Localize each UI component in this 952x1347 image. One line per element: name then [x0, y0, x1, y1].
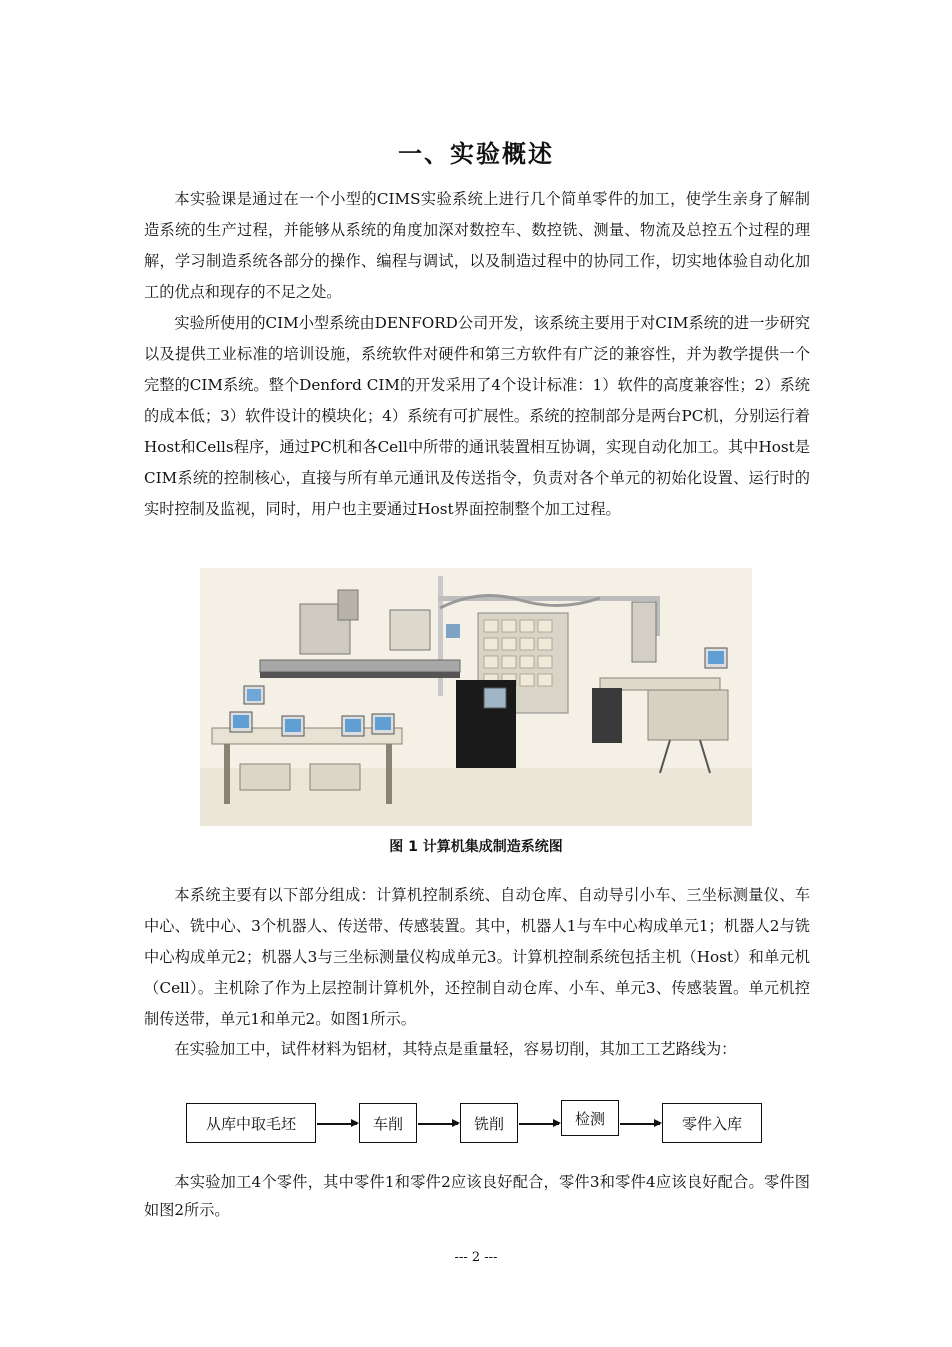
flow-step-store-part: 零件入库 [662, 1103, 762, 1143]
paragraph-material: 在实验加工中，试件材料为铝材，其特点是重量轻，容易切削，其加工工艺路线为： [174, 1040, 737, 1058]
flow-step-milling: 铣削 [460, 1103, 518, 1143]
paragraph-parts: 本实验加工4个零件，其中零件1和零件2应该良好配合，零件3和零件4应该良好配合。零件图如图2所示。 [144, 1173, 810, 1219]
paragraph-intro: 本实验课是通过在一个小型的CIMS实验系统上进行几个简单零件的加工，使学生亲身了解制造系统的生产过程，并能够从系统的角度加深对数控车、数控铣、测量、物流及总控五个过程的理解，学习制造系统各部分的操作、编程与调试，以及制造过程中的协同工作，切实地体验自动化加工的优点和现存的不足之处。 [144, 190, 810, 301]
flow-arrow [519, 1123, 559, 1125]
process-flow-diagram [186, 1100, 766, 1144]
flow-arrow [418, 1123, 458, 1125]
section-heading: 一、实验概述 [398, 140, 554, 168]
cim-system-photo [200, 568, 752, 826]
flow-arrow [620, 1123, 660, 1125]
page-number: --- 2 --- [454, 1250, 498, 1265]
paragraph-system: 实验所使用的CIM小型系统由DENFORD公司开发，该系统主要用于对CIM系统的进一步研究以及提供工业标准的培训设施，系统软件对硬件和第三方软件有广泛的兼容性，并为教学提供一个完整的CIM系统。整个Denford CIM的开发采用了4个设计标准：1）软件的高度兼容性；2）系统的成本低；3）软件设计的模块化；4）系统有可扩展性。系统的控制部分是两台PC机，分别运行着Host和Cells程序，通过PC机和各Cell中所带的通讯装置相互协调，实现自动化加工。其中Host是CIM系统的控制核心，直接与所有单元通讯及传送指令，负责对各个单元的初始化设置、运行时的实时控制及监视，同时，用户也主要通过Host界面控制整个加工过程。 [144, 314, 810, 518]
flow-step-inspection: 检测 [561, 1100, 619, 1136]
flow-step-fetch-blank: 从库中取毛坯 [186, 1103, 316, 1143]
figure-caption: 图 1 计算机集成制造系统图 [389, 839, 563, 855]
flow-arrow [317, 1123, 357, 1125]
paragraph-components: 本系统主要有以下部分组成：计算机控制系统、自动仓库、自动导引小车、三坐标测量仪、车中心、铣中心、3个机器人、传送带、传感装置。其中，机器人1与车中心构成单元1；机器人2与铣中心构成单元2；机器人3与三坐标测量仪构成单元3。计算机控制系统包括主机（Host）和单元机（Cell）。主机除了作为上层控制计算机外，还控制自动仓库、小车、单元3、传感装置。单元机控制传送带，单元1和单元2。如图1所示。 [144, 886, 810, 1028]
flow-step-turning: 车削 [359, 1103, 417, 1143]
